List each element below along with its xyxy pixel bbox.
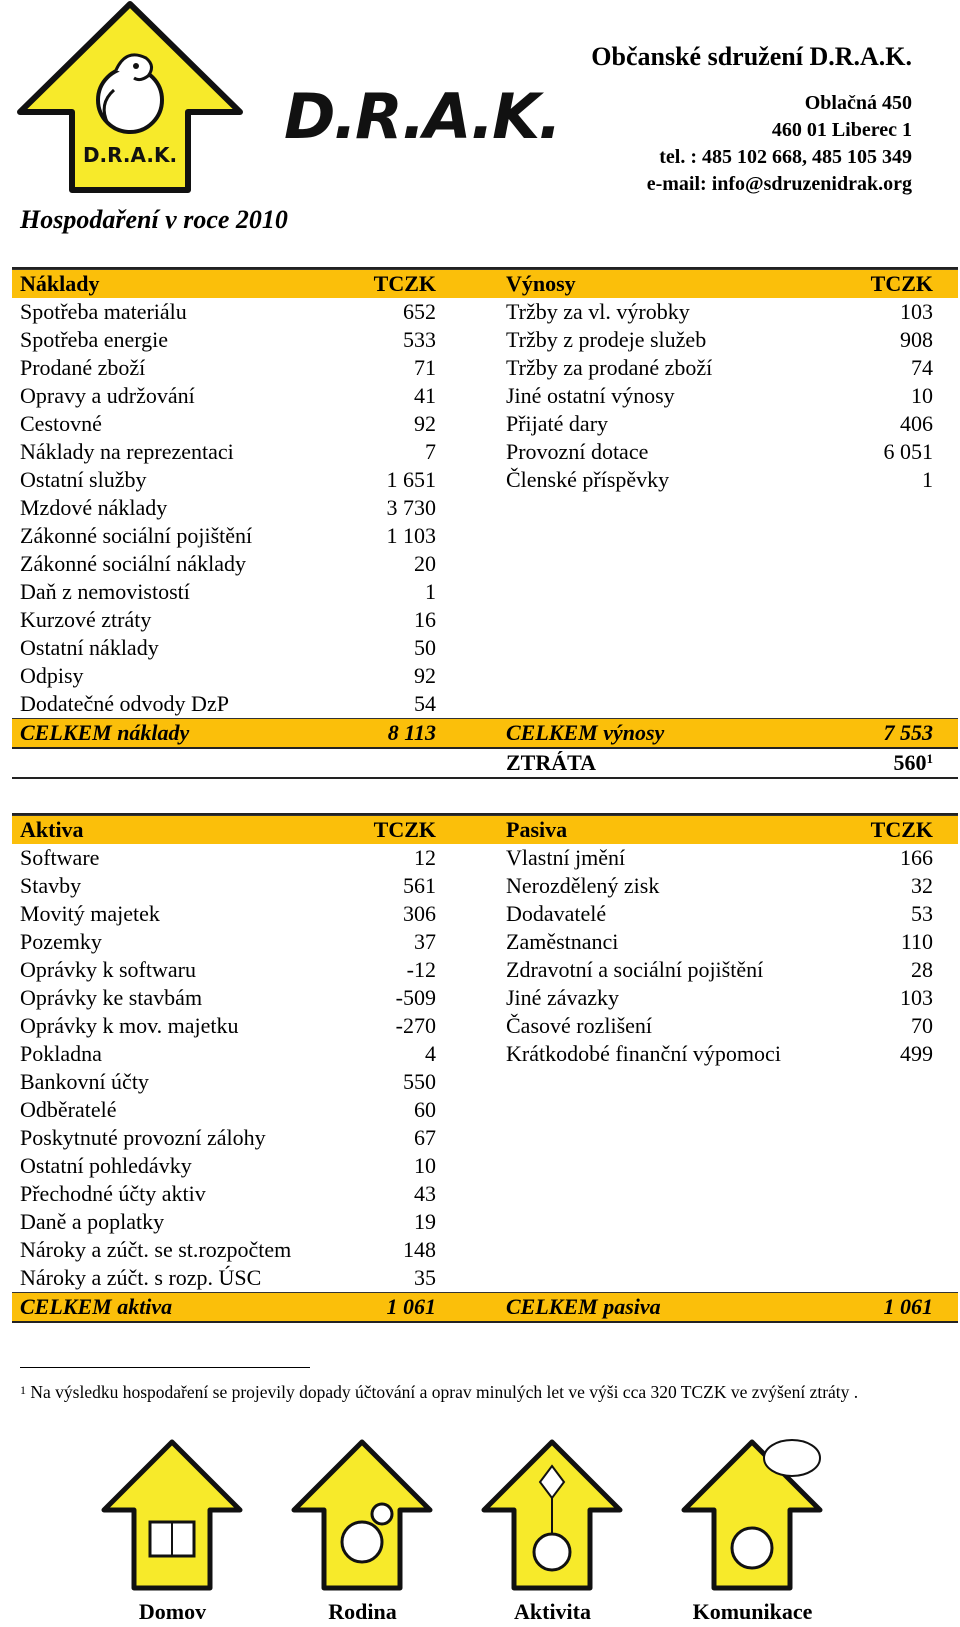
right-item-label: Tržby za prodané zboží: [506, 355, 713, 380]
left-item-label: Odběratelé: [20, 1097, 117, 1122]
nav-domov[interactable]: [100, 1438, 245, 1627]
table-row: [12, 1124, 958, 1152]
table-row: [12, 606, 958, 634]
right-item-value: 406: [900, 411, 933, 436]
left-item-label: Spotřeba energie: [20, 327, 169, 352]
right-item-value: 28: [911, 957, 933, 982]
right-item-label: Zaměstnanci: [506, 929, 619, 954]
right-item-value: 74: [911, 355, 933, 380]
table-header: [12, 815, 958, 844]
left-item-value: 10: [414, 1153, 436, 1178]
left-item-value: -12: [406, 957, 436, 982]
drak-logo: [12, 0, 246, 196]
table-row: [12, 410, 958, 438]
table-row: [12, 1096, 958, 1124]
right-item-label: Dodavatelé: [506, 901, 607, 926]
loss-value: $560^1$: [893, 750, 933, 775]
right-item-label: Zdravotní a sociální pojištění: [506, 957, 764, 982]
right-item-value: 32: [911, 873, 933, 898]
right-item-label: Časové rozlišení: [506, 1013, 653, 1038]
right-item-label: Tržby za vl. výrobky: [506, 299, 690, 324]
house-speech-bubble-icon: [680, 1438, 825, 1598]
left-item-label: Kurzové ztráty: [20, 607, 152, 632]
total-assets-label: CELKEM aktiva: [20, 1294, 173, 1319]
total-revenues-label: CELKEM výnosy: [506, 720, 665, 745]
total-assets-value: 1 061: [386, 1294, 436, 1319]
table-row: [12, 550, 958, 578]
total-row: [12, 1292, 958, 1321]
left-item-value: -509: [395, 985, 436, 1010]
table-row: [12, 438, 958, 466]
header-assets-unit: TCZK: [373, 817, 436, 842]
footnote: [20, 1380, 935, 1404]
nav-label: Rodina: [328, 1599, 397, 1624]
table-row: [12, 634, 958, 662]
header-costs-unit: TCZK: [373, 271, 436, 296]
svg-text:D.R.A.K.: D.R.A.K.: [82, 143, 178, 167]
table-row: [12, 1152, 958, 1180]
right-item-label: Přijaté dary: [506, 411, 609, 436]
nav-label: Komunikace: [692, 1599, 813, 1624]
right-item-value: 1: [922, 467, 933, 492]
left-item-label: Pokladna: [20, 1041, 102, 1066]
left-item-label: Movitý majetek: [20, 901, 160, 926]
left-item-value: 20: [414, 551, 436, 576]
table-row: [12, 984, 958, 1012]
header-revenues-unit: TCZK: [870, 271, 933, 296]
table-row: [12, 494, 958, 522]
left-item-value: 7: [425, 439, 436, 464]
left-item-value: 1 103: [386, 523, 436, 548]
left-item-label: Ostatní služby: [20, 467, 147, 492]
right-item-value: 53: [911, 901, 933, 926]
left-item-value: 60: [414, 1097, 436, 1122]
loss-label: ZTRÁTA: [506, 750, 597, 775]
left-item-value: 16: [414, 607, 436, 632]
total-liabilities-label: CELKEM pasiva: [506, 1294, 661, 1319]
table-row: [12, 956, 958, 984]
left-item-label: Spotřeba materiálu: [20, 299, 187, 324]
right-item-value: 908: [900, 327, 933, 352]
footnote-text: Na výsledku hospodaření se projevily dopady účtování a oprav minulých let ve výši cca 320 TCZK ve zvýšení ztráty .: [26, 1382, 859, 1402]
left-item-label: Prodané zboží: [20, 355, 146, 380]
right-item-value: 103: [900, 299, 933, 324]
left-item-value: 92: [414, 411, 436, 436]
left-item-value: 148: [403, 1237, 436, 1262]
left-item-label: Náklady na reprezentaci: [20, 439, 234, 464]
left-item-value: 3 730: [386, 495, 436, 520]
right-item-label: Vlastní jmění: [506, 845, 626, 870]
left-item-label: Zákonné sociální pojištění: [20, 523, 253, 548]
left-item-label: Stavby: [20, 873, 82, 898]
house-kite-icon: [480, 1438, 625, 1598]
table-row: [12, 928, 958, 956]
left-item-label: Oprávky k softwaru: [20, 957, 196, 982]
balance-sheet-table: [12, 813, 958, 1323]
table-row: [12, 1236, 958, 1264]
left-item-label: Přechodné účty aktiv: [20, 1181, 206, 1206]
table-row: [12, 690, 958, 718]
left-item-label: Ostatní náklady: [20, 635, 159, 660]
left-item-value: 1: [425, 579, 436, 604]
left-item-value: 92: [414, 663, 436, 688]
table-row: [12, 298, 958, 326]
house-family-icon: [290, 1438, 435, 1598]
left-item-value: 4: [425, 1041, 436, 1066]
drak-wordmark: [284, 82, 564, 162]
header-costs: Náklady: [20, 271, 100, 296]
left-item-value: 561: [403, 873, 436, 898]
table-row: [12, 326, 958, 354]
right-item-label: Členské příspěvky: [506, 467, 670, 492]
nav-komunikace[interactable]: [680, 1438, 825, 1627]
table-row: [12, 872, 958, 900]
left-item-value: 1 651: [386, 467, 436, 492]
total-costs-label: CELKEM náklady: [20, 720, 190, 745]
right-item-value: 166: [900, 845, 933, 870]
nav-rodina[interactable]: [290, 1438, 435, 1627]
house-window-icon: [100, 1438, 245, 1598]
org-name: Občanské sdružení D.R.A.K.: [591, 42, 912, 71]
left-item-label: Poskytnuté provozní zálohy: [20, 1125, 266, 1150]
table-header: [12, 269, 958, 298]
left-item-label: Mzdové náklady: [20, 495, 168, 520]
org-email: e-mail: info@sdruzenidrak.org: [646, 173, 912, 195]
left-item-value: 550: [403, 1069, 436, 1094]
table-row: [12, 662, 958, 690]
header-liabilities-unit: TCZK: [870, 817, 933, 842]
total-liabilities-value: 1 061: [883, 1294, 933, 1319]
left-item-value: 67: [414, 1125, 436, 1150]
left-item-value: 19: [414, 1209, 436, 1234]
left-item-label: Pozemky: [20, 929, 102, 954]
left-item-value: 652: [403, 299, 436, 324]
left-item-label: Nároky a zúčt. s rozp. ÚSC: [20, 1265, 262, 1290]
left-item-label: Cestovné: [20, 411, 102, 436]
right-item-value: 70: [911, 1013, 933, 1038]
left-item-value: 35: [414, 1265, 436, 1290]
table-row: [12, 522, 958, 550]
left-item-value: 533: [403, 327, 436, 352]
right-item-label: Krátkodobé finanční výpomoci: [506, 1041, 781, 1066]
right-item-value: 499: [900, 1041, 933, 1066]
header-assets: Aktiva: [20, 817, 84, 842]
svg-text:D.R.A.K.: D.R.A.K.: [284, 82, 560, 153]
right-item-label: Tržby z prodeje služeb: [506, 327, 707, 352]
table-row: [12, 844, 958, 872]
left-item-value: 41: [414, 383, 436, 408]
left-item-label: Dodatečné odvody DzP: [20, 691, 229, 716]
left-item-label: Daně a poplatky: [20, 1209, 165, 1234]
left-item-value: 50: [414, 635, 436, 660]
footnote-divider: [20, 1367, 310, 1368]
right-item-label: Jiné závazky: [506, 985, 619, 1010]
left-item-label: Opravy a udržování: [20, 383, 195, 408]
org-address-city: 460 01 Liberec 1: [771, 119, 912, 141]
table-row: [12, 1012, 958, 1040]
table-row: [12, 1264, 958, 1292]
right-item-value: 103: [900, 985, 933, 1010]
org-phone: tel. : 485 102 668, 485 105 349: [659, 146, 912, 168]
loss-footnote-ref: 1: [926, 751, 933, 766]
table-row: [12, 578, 958, 606]
left-item-value: -270: [395, 1013, 436, 1038]
right-item-label: Jiné ostatní výnosy: [506, 383, 675, 408]
table-row: [12, 382, 958, 410]
total-revenues-value: 7 553: [883, 720, 933, 745]
left-item-label: Odpisy: [20, 663, 84, 688]
bottom-rule: [12, 1321, 958, 1323]
loss-row: [12, 749, 958, 777]
table-row: [12, 1208, 958, 1236]
right-item-value: 6 051: [883, 439, 933, 464]
table-row: [12, 466, 958, 494]
left-item-value: 37: [414, 929, 436, 954]
left-item-label: Daň z nemovistostí: [20, 579, 190, 604]
bottom-rule: [12, 777, 958, 779]
table-row: [12, 1040, 958, 1068]
left-item-value: 43: [414, 1181, 436, 1206]
left-item-value: 12: [414, 845, 436, 870]
left-item-label: Oprávky ke stavbám: [20, 985, 203, 1010]
total-row: [12, 718, 958, 747]
left-item-value: 54: [414, 691, 436, 716]
left-item-label: Bankovní účty: [20, 1069, 149, 1094]
nav-label: Aktivita: [514, 1599, 591, 1624]
table-row: [12, 900, 958, 928]
income-statement-table: [12, 267, 958, 779]
left-item-label: Nároky a zúčt. se st.rozpočtem: [20, 1237, 292, 1262]
right-item-label: Nerozdělený zisk: [506, 873, 660, 898]
total-costs-value: 8 113: [387, 720, 436, 745]
right-item-label: Provozní dotace: [506, 439, 649, 464]
left-item-label: Software: [20, 845, 100, 870]
nav-aktivita[interactable]: [480, 1438, 625, 1627]
org-address-street: Oblačná 450: [804, 92, 912, 114]
left-item-value: 306: [403, 901, 436, 926]
table-row: [12, 1180, 958, 1208]
left-item-label: Ostatní pohledávky: [20, 1153, 192, 1178]
report-title: Hospodaření v roce 2010: [20, 205, 288, 234]
footnote-ref: 1: [20, 1383, 26, 1397]
left-item-label: Oprávky k mov. majetku: [20, 1013, 239, 1038]
header-revenues: Výnosy: [506, 271, 576, 296]
left-item-value: 71: [414, 355, 436, 380]
table-row: [12, 1068, 958, 1096]
right-item-value: 10: [911, 383, 933, 408]
header-liabilities: Pasiva: [506, 817, 568, 842]
table-row: [12, 354, 958, 382]
left-item-label: Zákonné sociální náklady: [20, 551, 247, 576]
nav-label: Domov: [138, 1599, 207, 1624]
right-item-value: 110: [900, 929, 933, 954]
